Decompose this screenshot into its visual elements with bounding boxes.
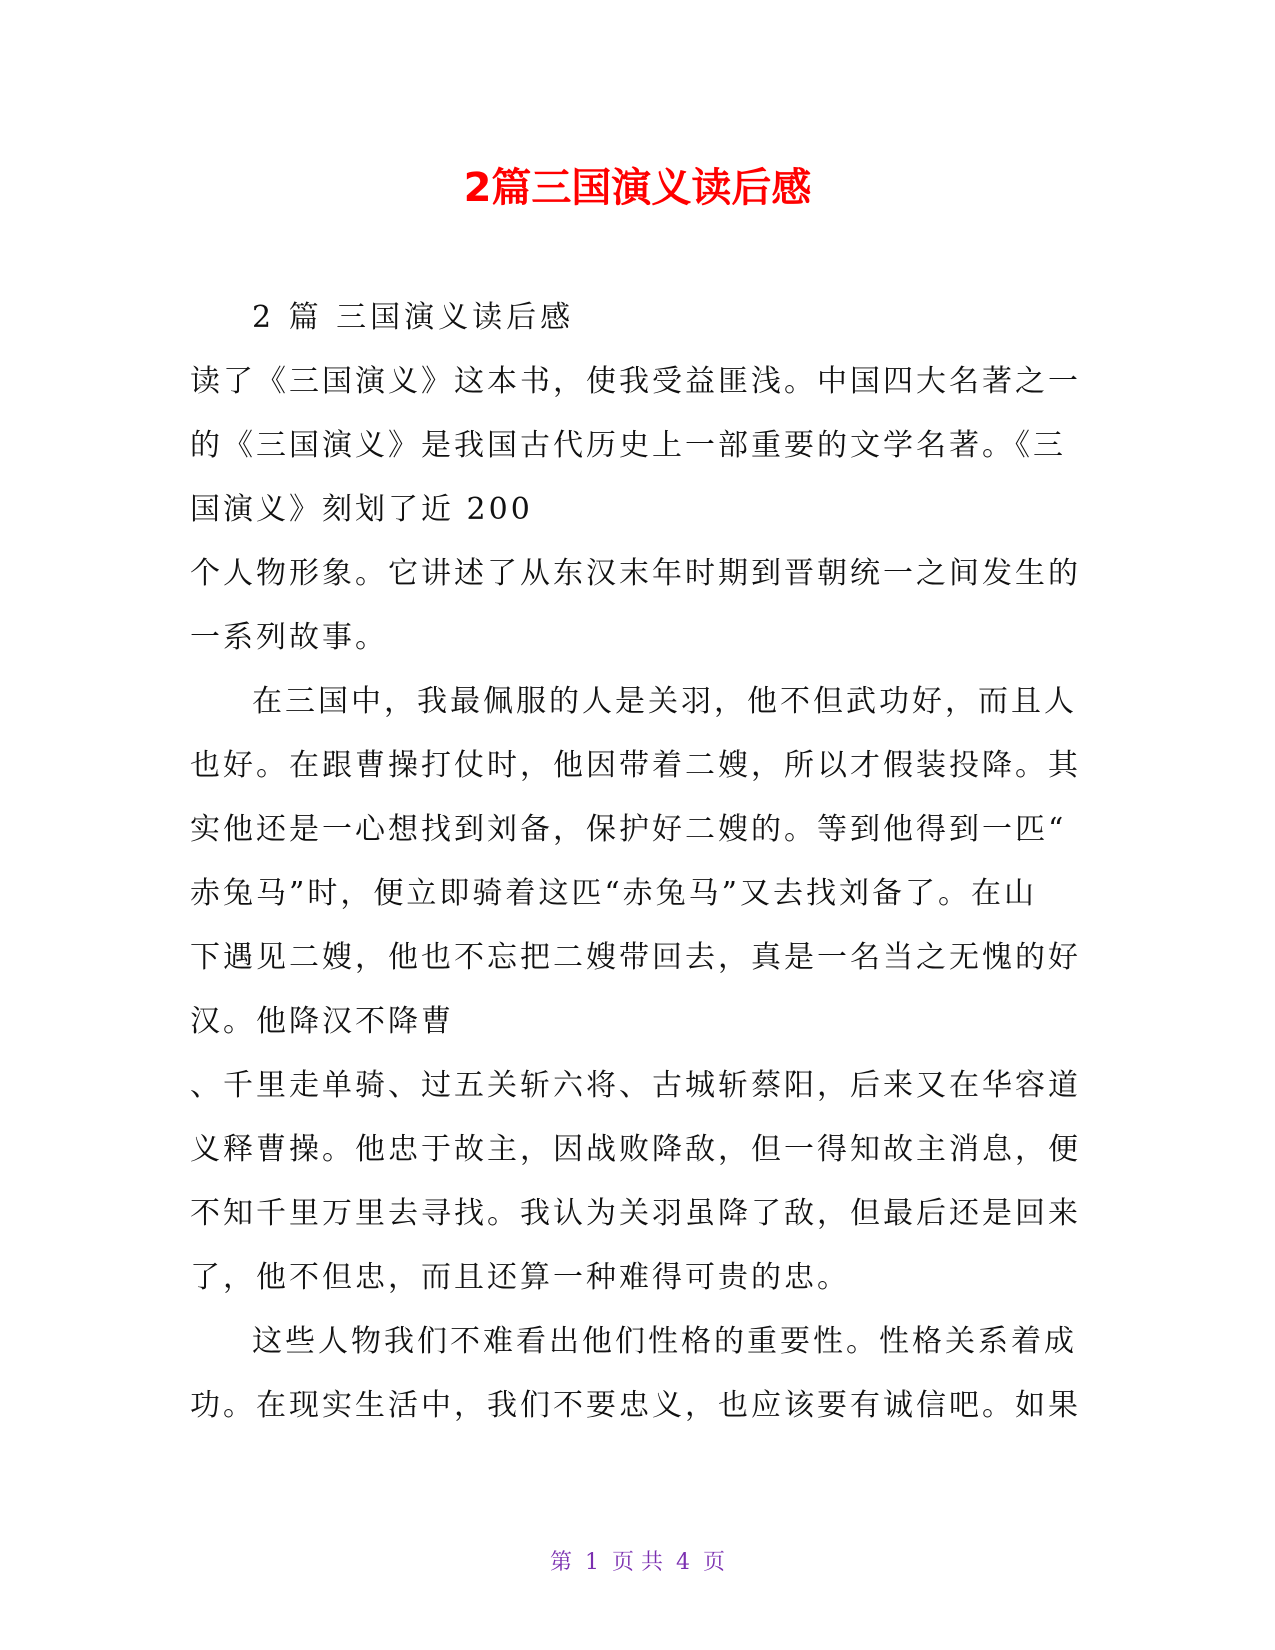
text-line: 在三国中，我最佩服的人是关羽，他不但武功好，而且人 — [252, 684, 1077, 719]
text-line: 赤兔马”时，便立即骑着这匹“赤兔马”又去找刘备了。在山 — [190, 876, 1038, 911]
text-line: 国演义》刻划了近 200 — [190, 492, 533, 527]
text-line: 实他还是一心想找到刘备，保护好二嫂的。等到他得到一匹“ — [190, 812, 1067, 847]
document-body — [190, 286, 1090, 1438]
page-footer — [0, 1548, 1275, 1578]
footer-prefix: 第 — [549, 1550, 572, 1575]
text-line: 汉。他降汉不降曹 — [190, 1004, 454, 1039]
footer-total-pages: 4 — [676, 1550, 690, 1575]
text-line: 了，他不但忠，而且还算一种难得可贵的忠。 — [190, 1260, 850, 1295]
page-title: 2篇三国演义读后感 — [463, 165, 812, 211]
text-line: 的《三国演义》是我国古代历史上一部重要的文学名著。《三 — [190, 428, 1066, 463]
text-line: 也好。在跟曹操打仗时，他因带着二嫂，所以才假装投降。其 — [190, 748, 1081, 783]
text-line: 个人物形象。它讲述了从东汉末年时期到晋朝统一之间发生的 — [190, 556, 1081, 591]
footer-current-page: 1 — [585, 1550, 599, 1575]
footer-mid: 页 共 — [612, 1550, 663, 1575]
text-line: 功。在现实生活中，我们不要忠义，也应该要有诚信吧。如果 — [190, 1388, 1081, 1423]
text-line: 读了《三国演义》这本书，使我受益匪浅。中国四大名著之一 — [190, 364, 1081, 399]
footer-suffix: 页 — [703, 1550, 726, 1575]
text-line: 这些人物我们不难看出他们性格的重要性。性格关系着成 — [252, 1324, 1077, 1359]
text-line: 一系列故事。 — [190, 620, 388, 655]
text-line: 、千里走单骑、过五关斩六将、古城斩蔡阳，后来又在华容道 — [190, 1068, 1081, 1103]
text-line: 下遇见二嫂，他也不忘把二嫂带回去，真是一名当之无愧的好 — [190, 940, 1081, 975]
sub-heading: 2 篇 三国演义读后感 — [252, 300, 575, 335]
text-line: 不知千里万里去寻找。我认为关羽虽降了敌，但最后还是回来 — [190, 1196, 1081, 1231]
text-line: 义释曹操。他忠于故主，因战败降敌，但一得知故主消息，便 — [190, 1132, 1081, 1167]
